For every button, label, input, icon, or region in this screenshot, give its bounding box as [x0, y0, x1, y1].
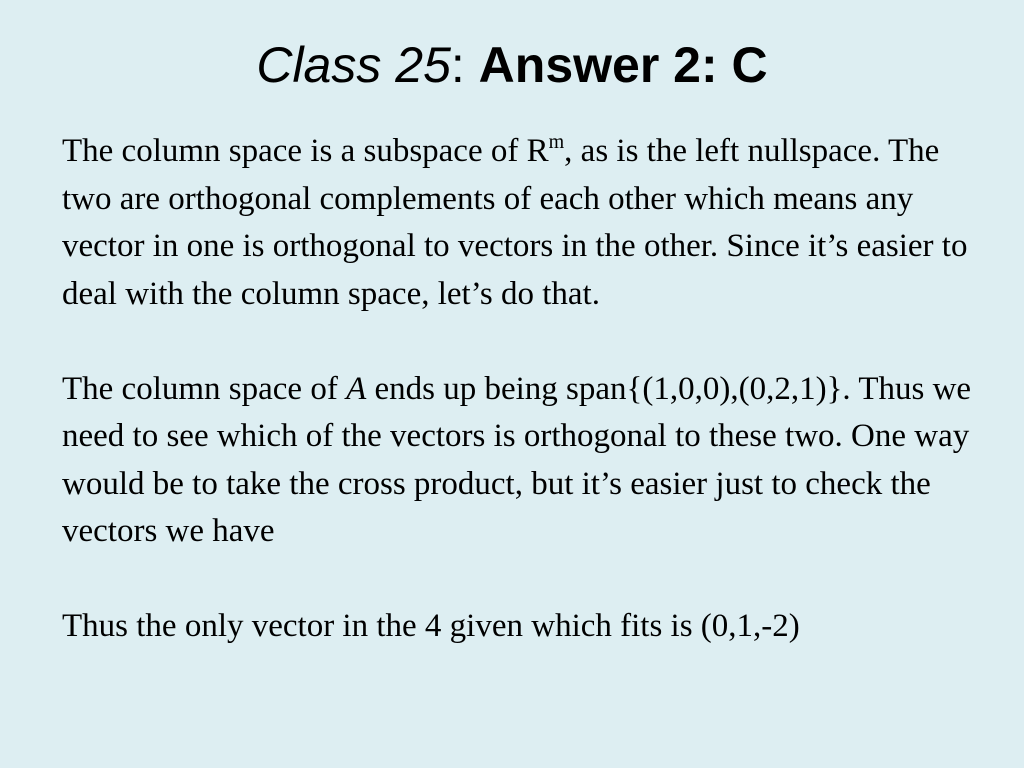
matrix-a-symbol: A: [346, 370, 367, 407]
superscript-m: m: [548, 131, 565, 153]
paragraph-spacer: [62, 556, 972, 604]
slide-body: [62, 128, 972, 651]
title-answer-label: Answer 2: C: [478, 37, 768, 93]
paragraph-span: [62, 366, 972, 556]
paragraph-conclusion: Thus the only vector in the 4 given which fits is (0,1,-2): [62, 608, 800, 644]
title-separator: :: [450, 37, 479, 93]
paragraph-1-text-b: , as is the left nullspace. The two are orthogonal complements of each other which means any vector in one is orthogonal to vectors in the other. Since it’s easier to deal with the column space, let’s do that.: [62, 133, 968, 312]
paragraph-1-text-a: The column space is a subspace of R: [62, 133, 549, 169]
title-class-label: Class 25: [256, 37, 451, 93]
paragraph-spacer: [62, 318, 972, 366]
slide-title: [0, 30, 1024, 100]
paragraph-column-space: [62, 128, 972, 318]
paragraph-2-text-b: ends up being span{(1,0,0),(0,2,1)}. Thus we need to see which of the vectors is orthogonal to these two. One way would be to take the cross product, but it’s easier just to check the vectors we have: [62, 370, 972, 549]
paragraph-2-text-a: The column space of: [62, 370, 347, 407]
